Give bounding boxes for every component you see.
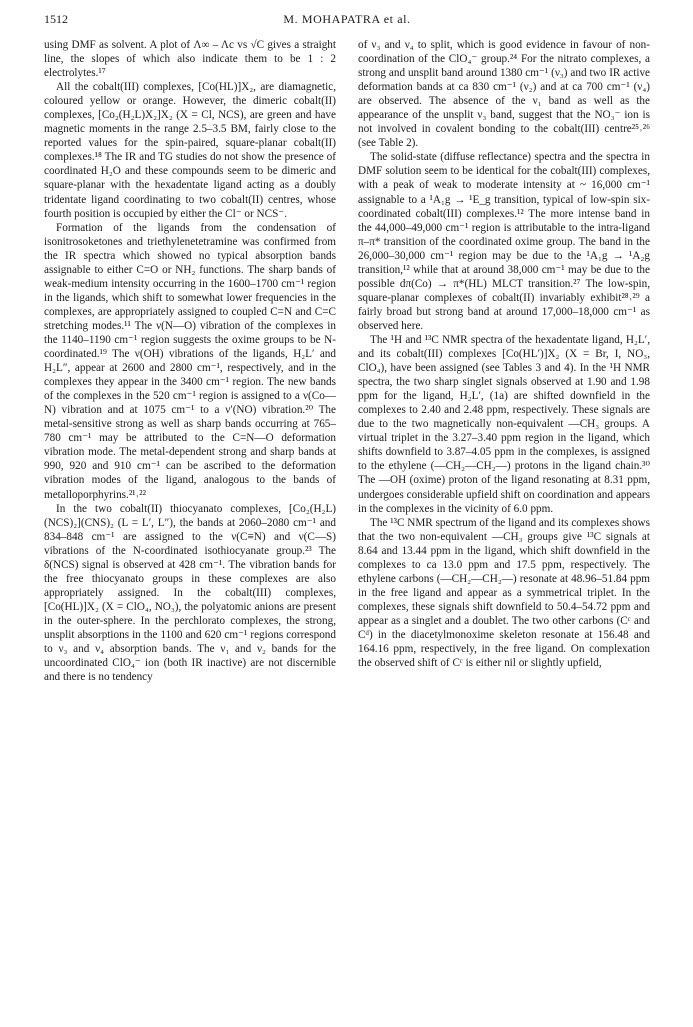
paragraph: In the two cobalt(II) thiocyanato complexes, [Co₂(H₂L)(NCS)₂](CNS)₂ (L = L′, L″), the bands at 2060–2080 cm⁻¹ and 834–848 cm⁻¹ are assigned to the ν(C≡N) and ν(C—S) vibrations of the N-coordinated isothiocyanate group.²³ The δ(NCS) signal is observed at 428 cm⁻¹. The vibration bands for the free thiocyanato groups in these complexes are also appropriately assigned. In the cobalt(III) complexes, [Co(HL)]X₂ (X = ClO₄, NO₃), the polyatomic anions are present in the outer-sphere. In the perchlorato complexes, the strong, unsplit absorptions in the 1100 and 620 cm⁻¹ regions correspond to ν₃ and ν₄ absorption bands. The ν₁ and ν₂ bands for the uncoordinated ClO₄⁻ ion (both IR inactive) are not discernible and there is no tendency (44, 502, 336, 684)
page-number: 1512 (44, 12, 68, 26)
paragraph: All the cobalt(III) complexes, [Co(HL)]X₂, are diamagnetic, coloured yellow or orange. However, the dimeric cobalt(II) complexes, [Co₂(H₂L)X₂]X₂ (X = Cl, NCS), are green and have magnetic moments in the range 2.5–3.5 BM, fairly close to the reported values for the spin-paired, square-planar cobalt(II) complexes.¹⁸ The IR and TG studies do not show the presence of coordinated H₂O and these compounds seem to be dimeric and square-planar with the hexadentate ligand acting as a doubly tridentate ligand coordinating to two cobalt(II) centres, whose fourth position is occupied by either the Cl⁻ or NCS⁻. (44, 81, 336, 220)
page-header (44, 12, 650, 32)
right-column (358, 38, 650, 670)
paragraph: The ¹H and ¹³C NMR spectra of the hexadentate ligand, H₂L′, and its cobalt(III) complexes [Co(HL′)]X₂ (X = Br, I, NO₃, ClO₄), have been assigned (see Tables 3 and 4). In the ¹H NMR spectra, the two sharp singlet signals observed at 1.90 and 1.98 ppm for the ligand, H₂L′, (1a) are shifted downfield in the complexes to 2.40 and 2.48 ppm, respectively. These signals are due to the two magnetically non-equivalent —CH₃ groups. A virtual triplet in the 3.27–3.40 ppm region in the ligand, which shifts downfield to 3.87–4.05 ppm in the complexes, is assigned to the ethylene (—CH₂—CH₂—) protons in the ligand chain.³⁰ The —OH (oxime) proton of the ligand resonating at 8.31 ppm, undergoes considerable upfield shift on coordination and appears in the complexes in the vicinity of 6.0 ppm. (358, 333, 650, 515)
left-column (44, 38, 336, 684)
paragraph: Formation of the ligands from the condensation of isonitrosoketones and triethylenetetramine was confirmed from the IR spectra which showed no typical absorption bands assignable to either C=O or NH₂ functions. The sharp bands of weak-medium intensity occurring in the 1600–1700 cm⁻¹ region in the ligands, which shift to somewhat lower frequencies in the complexes, are appropriately assigned to coupled C=N and C=C stretching modes.¹¹ The ν(N—O) vibration of the complexes in the 1140–1190 cm⁻¹ region suggests the oxime groups to be N-coordinated.¹⁹ The ν(OH) vibrations of the ligands, H₂L′ and H₂L″, appear at 2600 and 2800 cm⁻¹, respectively, and in the complexes they appear in the 3400 cm⁻¹ region. The new bands of the complexes in the 520 cm⁻¹ region is assigned to a ν(Co—N) vibration and at 1075 cm⁻¹ to a ν′(NO) vibration.²⁰ The metal-sensitive strong as well as sharp bands occurring at 765–780 cm⁻¹ may be attributed to the C=N—O deformation vibration mode. The metal-dependent strong and sharp bands at 990, 920 and 910 cm⁻¹ can be ascribed to the deformation vibration modes of the ligand, analogous to the bands of metalloporphyrins.²¹˒²² (44, 221, 336, 501)
paragraph: The ¹³C NMR spectrum of the ligand and its complexes shows that the two non-equivalent —CH₃ groups give ¹³C signals at 8.64 and 13.44 ppm in the ligand, which shift downfield in the complexes to ca 13.0 ppm and 17.5 ppm, respectively. The ethylene carbons (—CH₂—CH₂—) resonate at 48.96–51.84 ppm in the free ligand and appear as a symmetrical triplet. In the complexes, these signals shift downfield to 50.4–54.72 ppm and appear as a singlet and a doublet. The two other carbons (Cᶜ and Cᵈ) in the diacetylmonoxime skeleton resonate at 156.48 and 164.16 ppm, respectively, in the free ligand. On complexation the observed shift of Cᶜ is either nil or slightly upfield, (358, 516, 650, 670)
running-head: M. MOHAPATRA et al. (283, 12, 411, 26)
paragraph: using DMF as solvent. A plot of Λ∞ – Λc vs √C gives a straight line, the slopes of which also indicate them to be 1 : 2 electrolytes.¹⁷ (44, 39, 336, 80)
paragraph: The solid-state (diffuse reflectance) spectra and the spectra in DMF solution seem to be identical for the cobalt(III) complexes, with a peak of weak to moderate intensity at ~ 16,000 cm⁻¹ assignable to a ¹A₁g → ¹E_g transition, typical of low-spin six-coordinated cobalt(III) complexes.¹² The more intense band in the 44,000–49,000 cm⁻¹ region is attributable to the intra-ligand π–π* transition of the coordinated oxime group. The band in the 26,000–30,000 cm⁻¹ region may be due to the ¹A₁g → ¹A₂g transition,¹² while that at around 38,000 cm⁻¹ may be due to the possible dπ(Co) → π*(HL) MLCT transition.²⁷ The low-spin, square-planar complexes of cobalt(II) invariably exhibit²⁸˒²⁹ a fairly broad but strong band at around 17,000–18,000 cm⁻¹ as observed here. (358, 151, 650, 332)
paragraph: of ν₃ and ν₄ to split, which is good evidence in favour of non-coordination of the ClO₄⁻ group.²⁴ For the nitrato complexes, a strong and unsplit band around 1380 cm⁻¹ (ν₃) and two IR active deformation bands at ca 830 cm⁻¹ (ν₂) and at ca 700 cm⁻¹ (ν₄) are observed. The absence of the ν₁ band as well as the appearance of the unsplit ν₃ band, suggest that the NO₃⁻ ion is not involved in covalent bonding to the cobalt(III) centre²⁵˒²⁶ (see Table 2). (358, 39, 650, 150)
